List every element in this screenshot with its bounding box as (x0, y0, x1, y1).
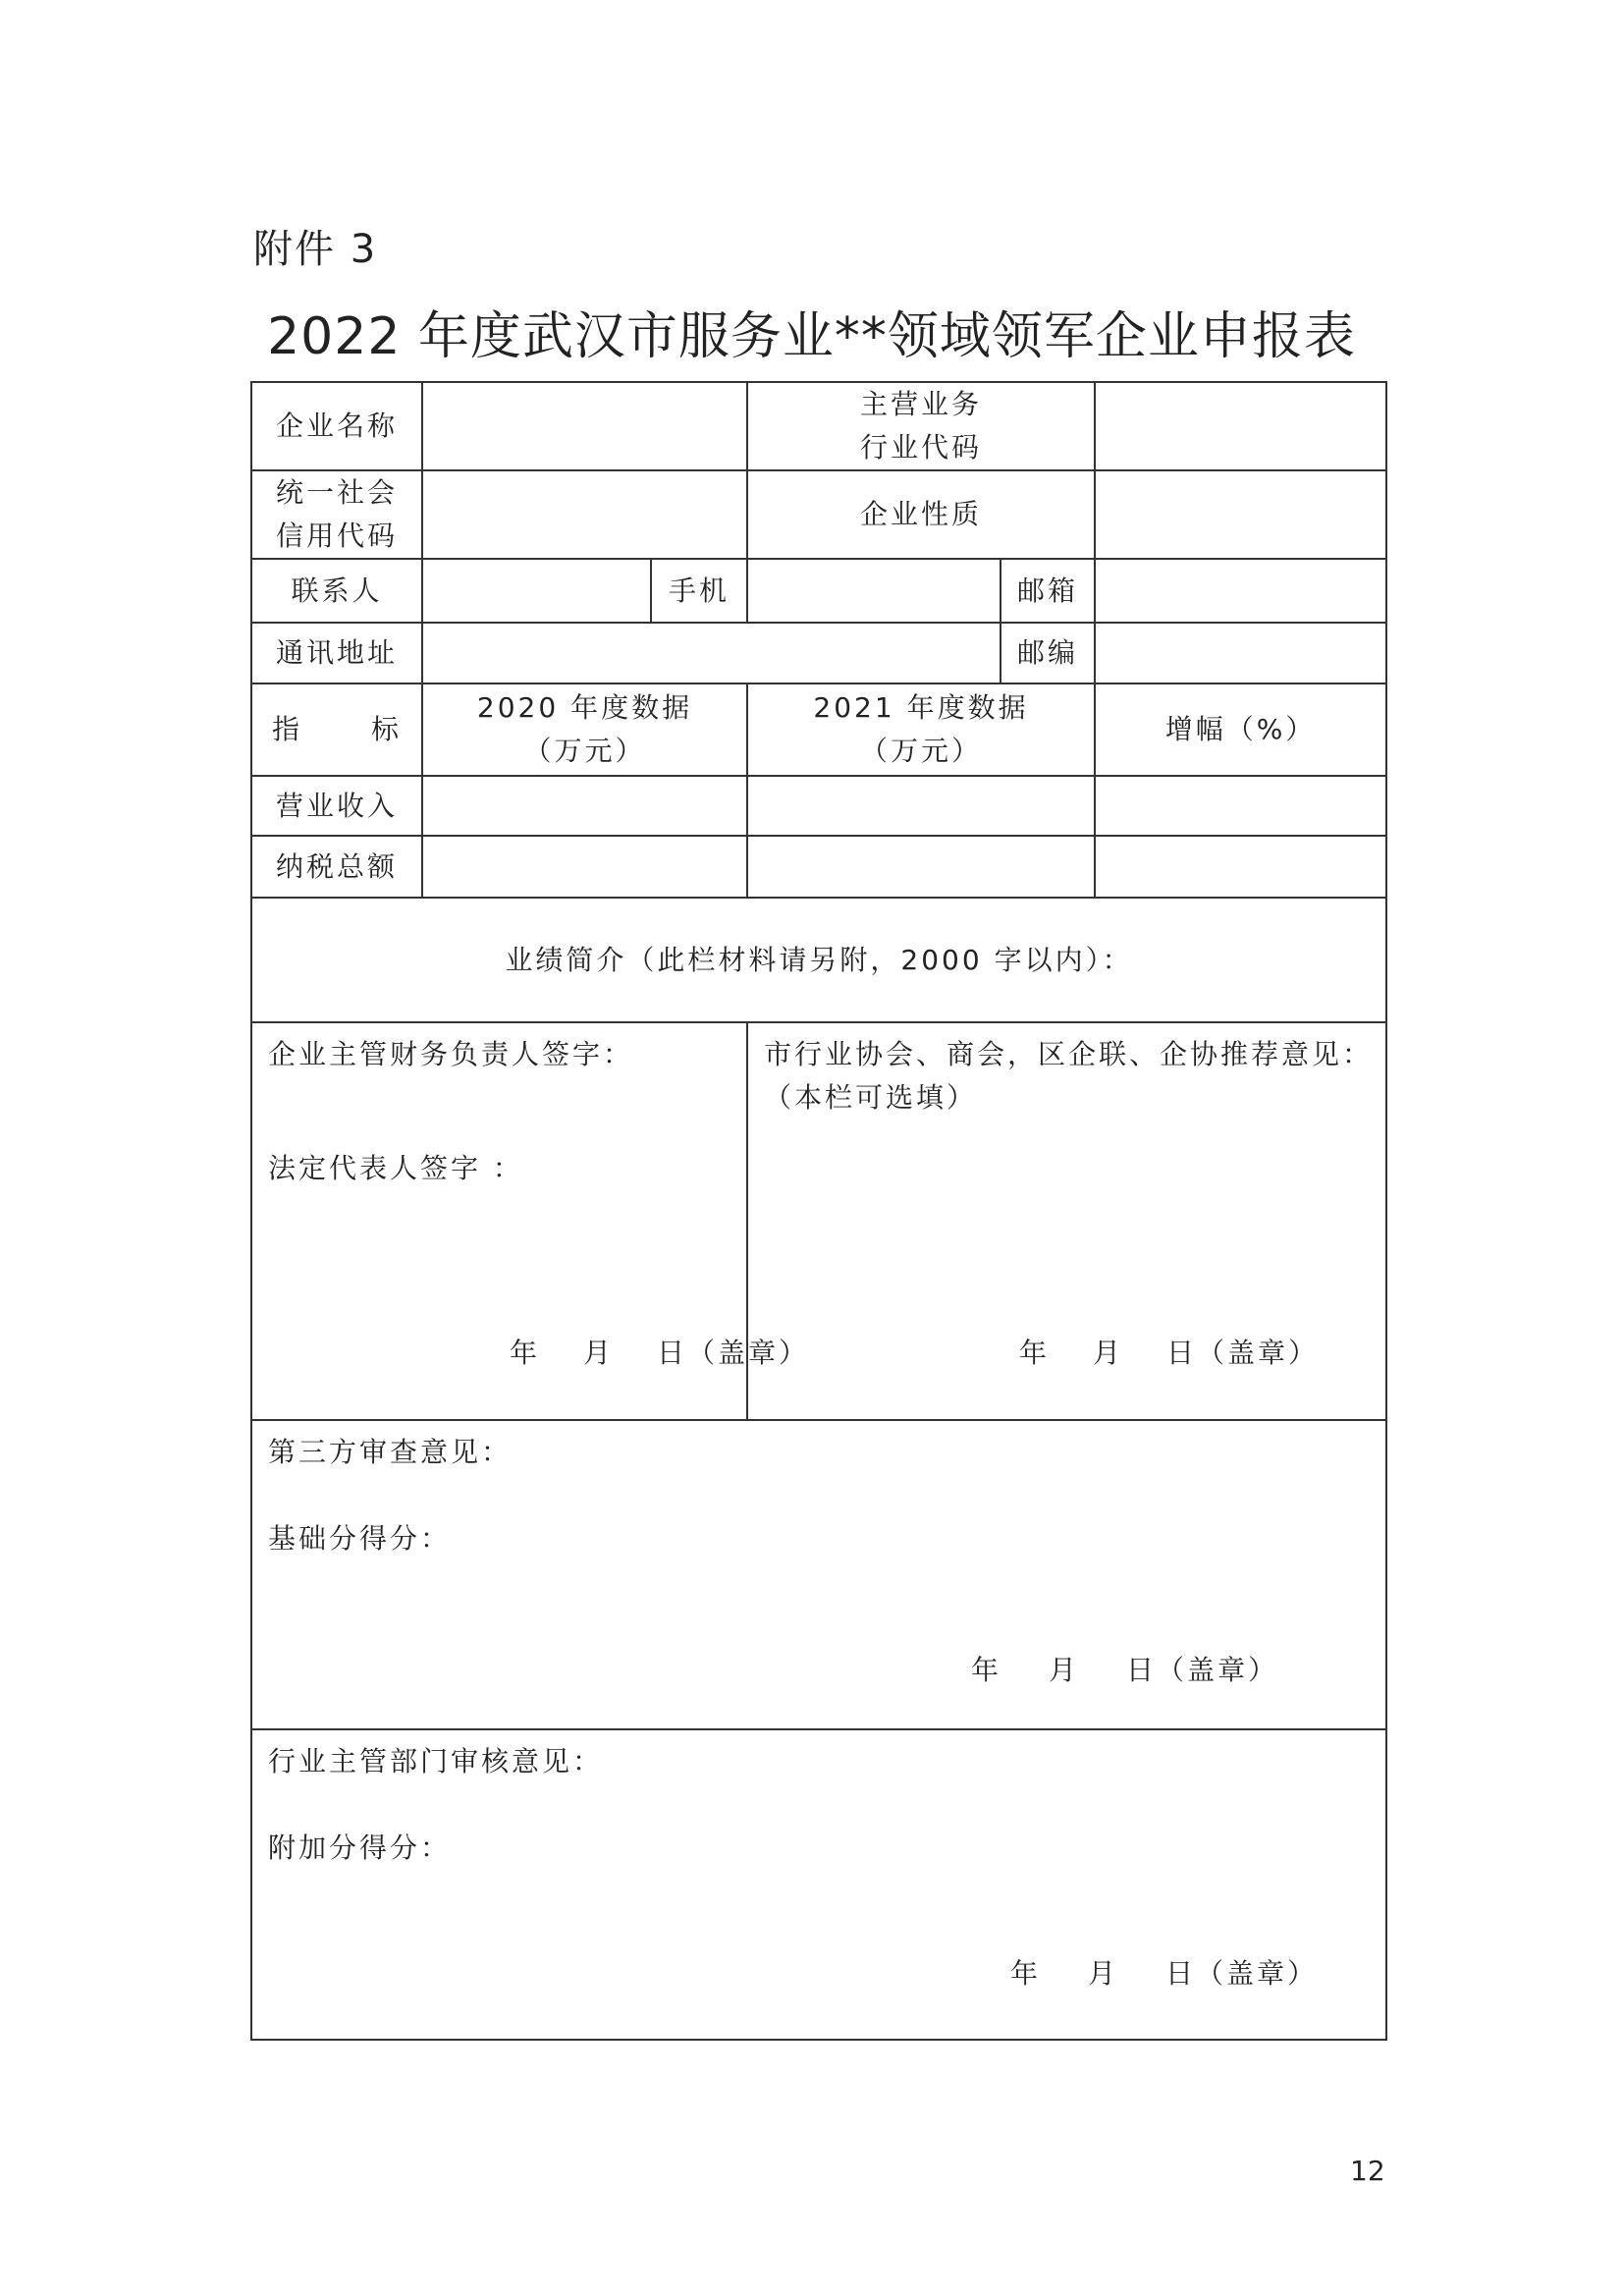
credit-code-label-line2: 信用代码 (275, 519, 398, 552)
col-2020-header-line1: 2020 年度数据 (476, 691, 693, 724)
credit-code-label (251, 470, 422, 559)
dept-date-seal (1010, 1952, 1318, 1995)
application-form-table (250, 381, 1387, 2041)
row-third-party (251, 1420, 1386, 1729)
revenue-growth-field[interactable] (1095, 776, 1386, 836)
dept-review-block (252, 1730, 1385, 2039)
phone-label: 手机 (651, 559, 747, 623)
date-month: 月 (583, 1337, 615, 1369)
date-day-seal: 日（盖章） (657, 1337, 810, 1369)
date-year: 年 (1010, 1957, 1042, 1990)
contact-field[interactable] (422, 559, 651, 623)
finance-sign-label: 企业主管财务负责人签字： (268, 1038, 634, 1070)
credit-code-label-line1: 统一社会 (275, 476, 398, 509)
performance-label: 业绩简介（此栏材料请另附，2000 字以内）： (505, 943, 1133, 976)
dept-review-section[interactable] (251, 1729, 1386, 2040)
row-revenue (251, 776, 1386, 836)
contact-label: 联系人 (251, 559, 422, 623)
indicator-label-char2: 标 (371, 713, 403, 745)
association-date-seal (1019, 1332, 1319, 1375)
date-month: 月 (1088, 1957, 1119, 1990)
date-year: 年 (1019, 1337, 1051, 1369)
tax-label: 纳税总额 (251, 836, 422, 898)
industry-code-field[interactable] (1095, 382, 1386, 470)
third-party-label: 第三方审查意见： (268, 1436, 513, 1468)
company-name-field[interactable] (422, 382, 747, 470)
row-signatures (251, 1022, 1386, 1420)
row-indicator-header (251, 683, 1386, 776)
industry-code-label (747, 382, 1095, 470)
industry-code-label-line1: 主营业务 (860, 388, 983, 420)
attachment-label: 附件 3 (253, 227, 378, 272)
company-signature-block (252, 1023, 810, 1419)
date-day-seal: 日（盖章） (1165, 1957, 1319, 1990)
col-2021-header-line1: 2021 年度数据 (813, 691, 1029, 724)
postcode-label: 邮编 (1001, 623, 1095, 683)
date-year: 年 (510, 1337, 541, 1369)
col-2021-header (747, 683, 1095, 776)
legal-rep-sign-label: 法定代表人签字 ： (268, 1152, 523, 1184)
company-nature-field[interactable] (1095, 470, 1386, 559)
date-day-seal: 日（盖章） (1166, 1337, 1320, 1369)
date-year: 年 (971, 1654, 1002, 1686)
address-label: 通讯地址 (251, 623, 422, 683)
row-company-name (251, 382, 1386, 470)
industry-code-label-line2: 行业代码 (860, 431, 983, 464)
base-score-label: 基础分得分： (268, 1522, 452, 1555)
third-party-date-seal (971, 1649, 1278, 1692)
row-contact (251, 559, 1386, 623)
address-field[interactable] (422, 623, 1001, 683)
form-title: 2022 年度武汉市服务业**领域领军企业申报表 (267, 307, 1356, 366)
col-2020-header (422, 683, 747, 776)
association-section[interactable] (747, 1022, 1386, 1420)
credit-code-field[interactable] (422, 470, 747, 559)
row-dept-review (251, 1729, 1386, 2040)
third-party-section[interactable] (251, 1420, 1386, 1729)
tax-growth-field[interactable] (1095, 836, 1386, 898)
company-signature-section[interactable] (251, 1022, 810, 1420)
association-block (748, 1023, 1385, 1419)
row-performance (251, 898, 1386, 1022)
revenue-2021-field[interactable] (747, 776, 1095, 836)
tax-2020-field[interactable] (422, 836, 747, 898)
email-field[interactable] (1095, 559, 1386, 623)
extra-score-label: 附加分得分： (268, 1831, 452, 1864)
indicator-label-char1: 指 (271, 713, 302, 745)
col-2020-header-line2: （万元） (523, 735, 646, 767)
date-month: 月 (1049, 1654, 1080, 1686)
col-2021-header-line2: （万元） (860, 735, 983, 767)
date-day-seal: 日（盖章） (1126, 1654, 1279, 1686)
row-tax (251, 836, 1386, 898)
date-month: 月 (1093, 1337, 1124, 1369)
tax-2021-field[interactable] (747, 836, 1095, 898)
company-nature-label: 企业性质 (747, 470, 1095, 559)
row-address (251, 623, 1386, 683)
association-label: 市行业协会、商会，区企联、企协推荐意见： (764, 1038, 1374, 1070)
revenue-2020-field[interactable] (422, 776, 747, 836)
indicator-label (251, 683, 422, 776)
email-label: 邮箱 (1001, 559, 1095, 623)
phone-field[interactable] (747, 559, 1001, 623)
dept-review-label: 行业主管部门审核意见： (268, 1745, 604, 1777)
association-optional-note: （本栏可选填） (764, 1081, 978, 1114)
postcode-field[interactable] (1095, 623, 1386, 683)
performance-section[interactable] (251, 898, 1386, 1022)
row-credit-code (251, 470, 1386, 559)
growth-header: 增幅（%） (1095, 683, 1386, 776)
page-number: 12 (1350, 2155, 1385, 2187)
company-name-label: 企业名称 (251, 382, 422, 470)
revenue-label: 营业收入 (251, 776, 422, 836)
third-party-block (252, 1421, 1385, 1728)
